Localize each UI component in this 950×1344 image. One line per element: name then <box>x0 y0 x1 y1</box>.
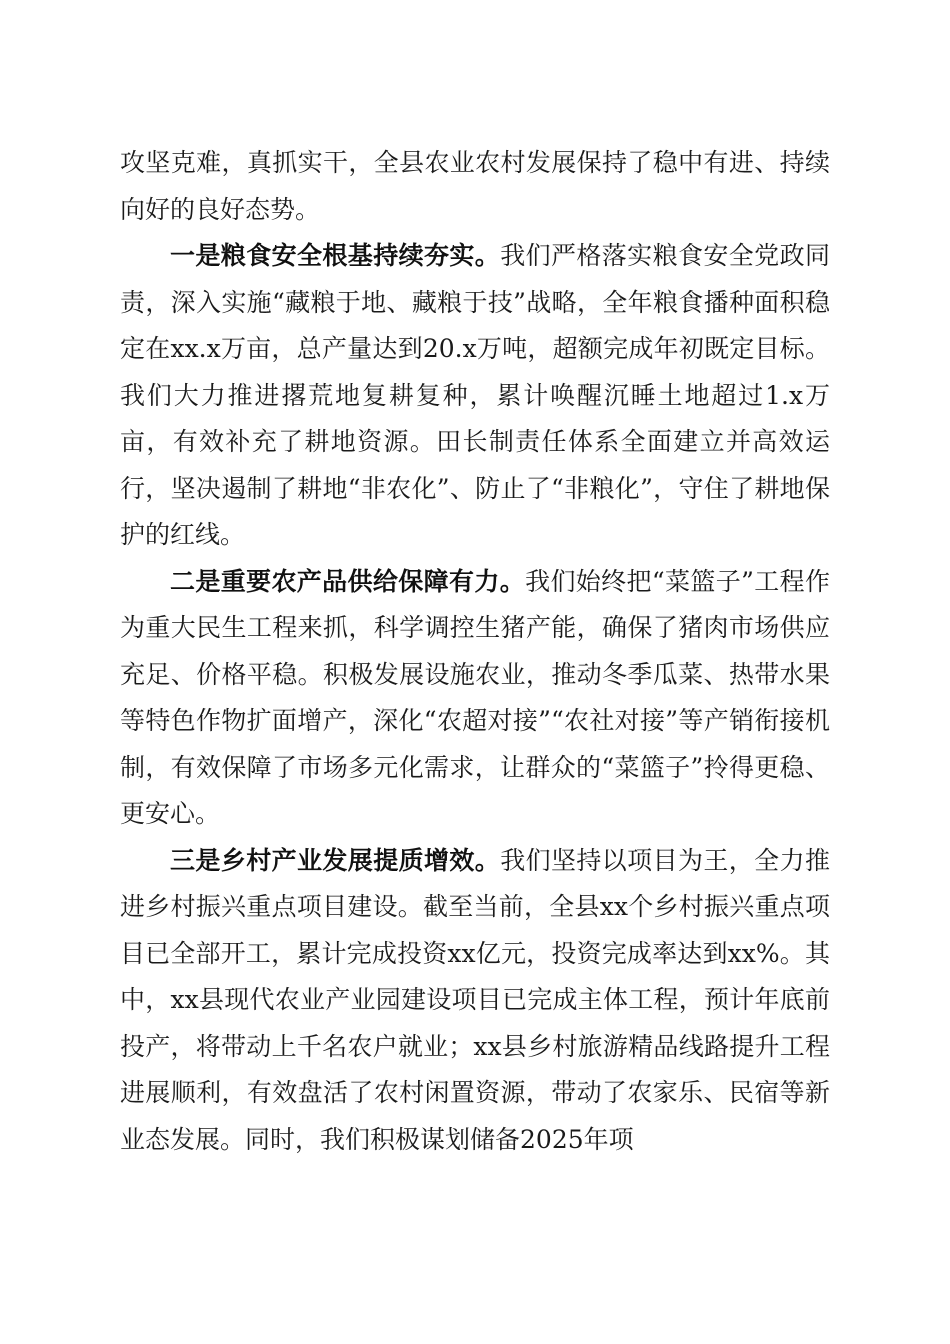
paragraph-grain-security <box>120 233 830 559</box>
paragraph-text: 我们始终把“菜篮子”工程作为重大民生工程来抓，科学调控生猪产能，确保了猪肉市场供应充足、价格平稳。积极发展设施农业，推动冬季瓜菜、热带水果等特色作物扩面增产，深化“农超对接”“农社对接”等产销衔接机制，有效保障了市场多元化需求，让群众的“菜篮子”拎得更稳、更安心。 <box>120 566 830 828</box>
document-body <box>120 140 830 1163</box>
paragraph-text: 我们严格落实粮食安全党政同责，深入实施“藏粮于地、藏粮于技”战略，全年粮食播种面积稳定在xx.x万亩，总产量达到20.x万吨，超额完成年初既定目标。我们大力推进撂荒地复耕复种，累计唤醒沉睡土地超过1.x万亩，有效补充了耕地资源。田长制责任体系全面建立并高效运行，坚决遏制了耕地“非农化”、防止了“非粮化”，守住了耕地保护的红线。 <box>120 241 830 549</box>
paragraph-lead: 一是粮食安全根基持续夯实。 <box>170 241 501 270</box>
paragraph-lead: 三是乡村产业发展提质增效。 <box>170 845 501 875</box>
paragraph-continuation <box>120 140 830 233</box>
paragraph-text: 攻坚克难，真抓实干，全县农业农村发展保持了稳中有进、持续向好的良好态势。 <box>120 148 830 224</box>
paragraph-lead: 二是重要农产品供给保障有力。 <box>170 566 526 596</box>
paragraph-produce-supply <box>120 559 830 838</box>
paragraph-rural-industry <box>120 838 830 1164</box>
paragraph-text: 我们坚持以项目为王，全力推进乡村振兴重点项目建设。截至当前，全县xx个乡村振兴重点项目已全部开工，累计完成投资xx亿元，投资完成率达到xx%。其中，xx县现代农业产业园建设项目已完成主体工程，预计年底前投产，将带动上千名农户就业；xx县乡村旅游精品线路提升工程进展顺利，有效盘活了农村闲置资源，带动了农家乐、民宿等新业态发展。同时，我们积极谋划储备2025年项 <box>120 845 830 1154</box>
